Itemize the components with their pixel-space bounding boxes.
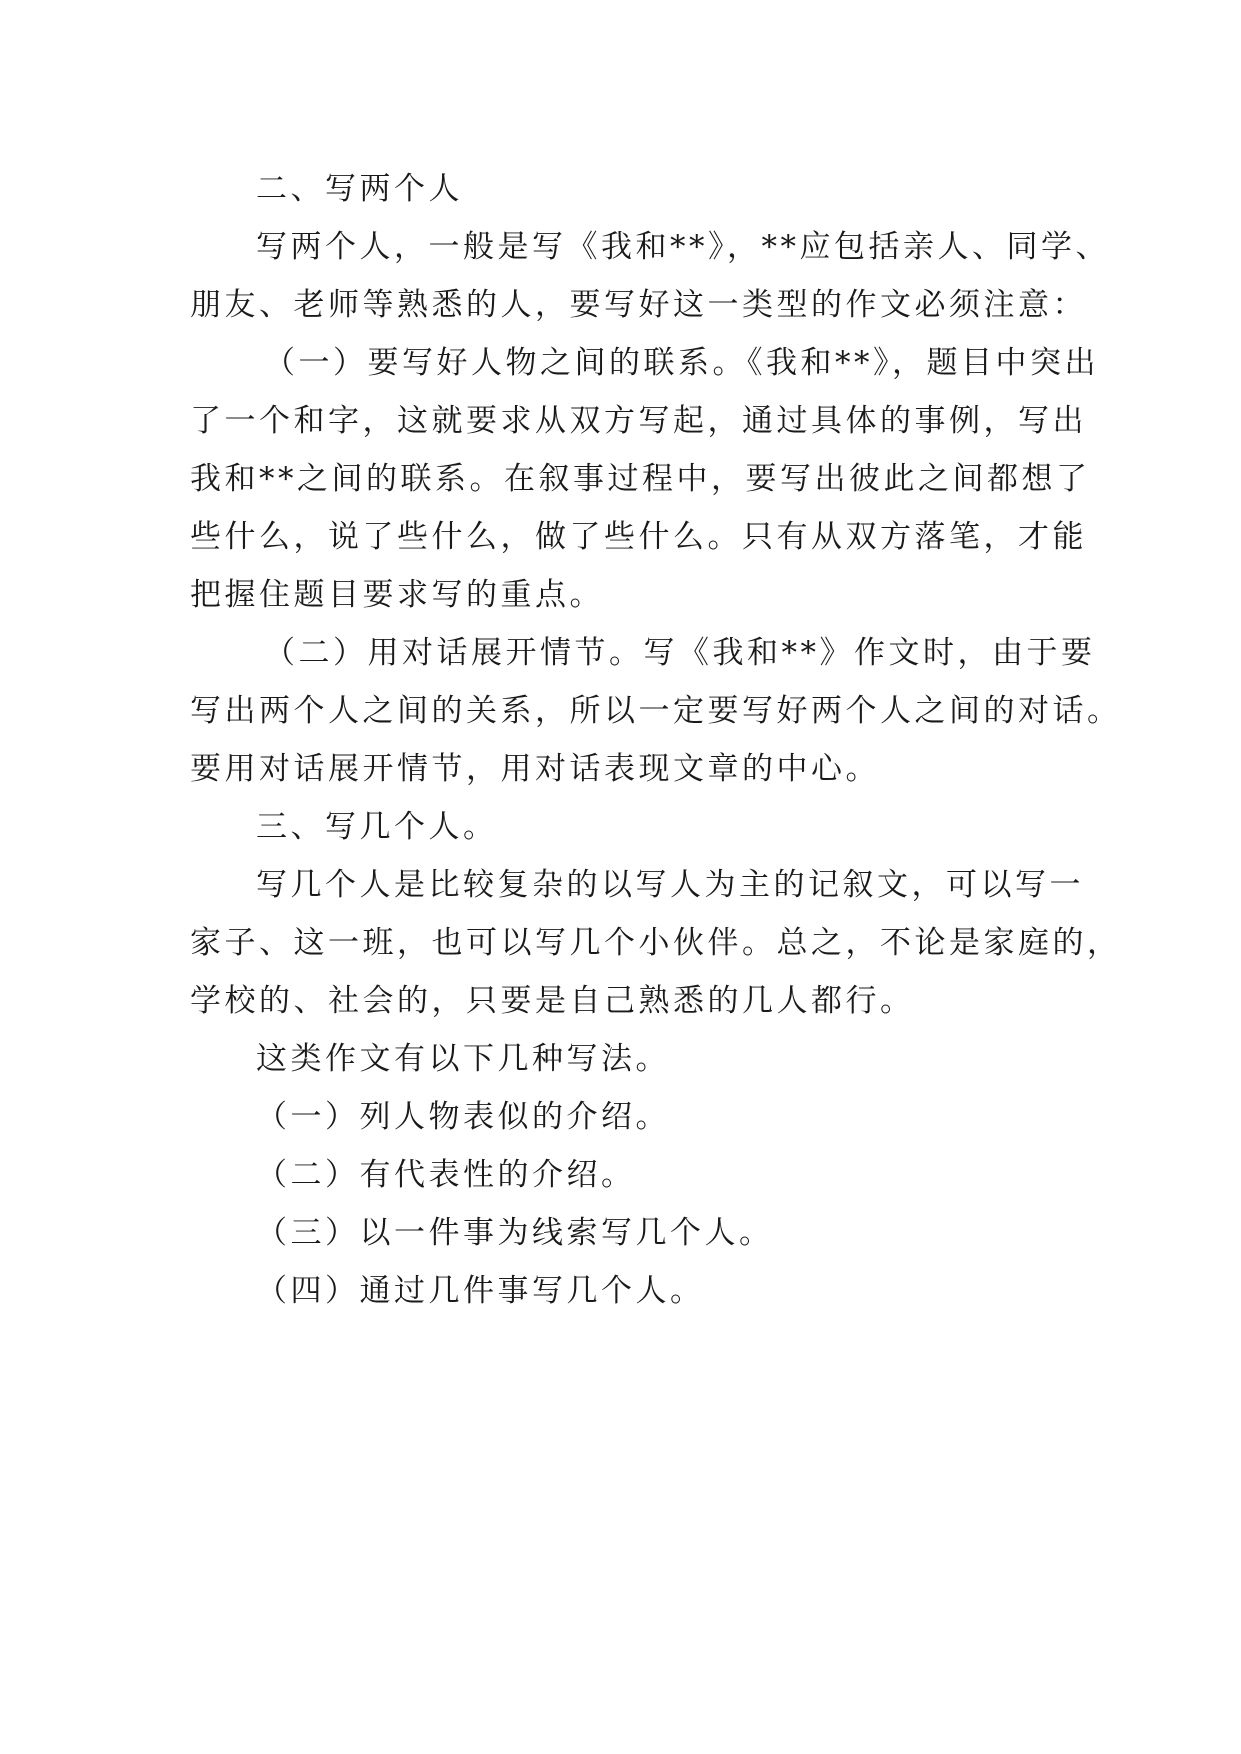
list-item: （一）列人物表似的介绍。 xyxy=(256,1099,670,1135)
paragraph-line: 些什么，说了些什么，做了些什么。只有从双方落笔，才能 xyxy=(190,519,1087,555)
paragraph-line: 我和**之间的联系。在叙事过程中，要写出彼此之间都想了 xyxy=(190,461,1091,497)
subpoint-line: （一）要写好人物之间的联系。《我和**》，题目中突出 xyxy=(264,345,1099,381)
paragraph-line: 了一个和字，这就要求从双方写起，通过具体的事例，写出 xyxy=(190,403,1087,439)
list-item: （三）以一件事为线索写几个人。 xyxy=(256,1215,774,1251)
paragraph-line: 写几个人是比较复杂的以写人为主的记叙文，可以写一 xyxy=(256,867,1084,903)
paragraph-line: 要用对话展开情节，用对话表现文章的中心。 xyxy=(190,751,880,787)
subpoint-line: （二）用对话展开情节。写《我和**》作文时，由于要 xyxy=(264,635,1096,671)
paragraph-line: 写两个人，一般是写《我和**》，**应包括亲人、同学、 xyxy=(256,229,1110,265)
paragraph-line: 朋友、老师等熟悉的人，要写好这一类型的作文必须注意： xyxy=(190,287,1087,323)
heading-two-people: 二、写两个人 xyxy=(256,171,463,207)
list-item: （二）有代表性的介绍。 xyxy=(256,1157,636,1193)
paragraph-line: 把握住题目要求写的重点。 xyxy=(190,577,604,613)
paragraph-line: 家子、这一班，也可以写几个小伙伴。总之，不论是家庭的， xyxy=(190,925,1122,961)
paragraph-line: 写出两个人之间的关系，所以一定要写好两个人之间的对话。 xyxy=(190,693,1122,729)
paragraph-line: 这类作文有以下几种写法。 xyxy=(256,1041,670,1077)
list-item: （四）通过几件事写几个人。 xyxy=(256,1273,705,1309)
paragraph-line: 学校的、社会的，只要是自己熟悉的几人都行。 xyxy=(190,983,915,1019)
document-body xyxy=(190,160,1122,1320)
heading-several-people: 三、写几个人。 xyxy=(256,809,498,845)
